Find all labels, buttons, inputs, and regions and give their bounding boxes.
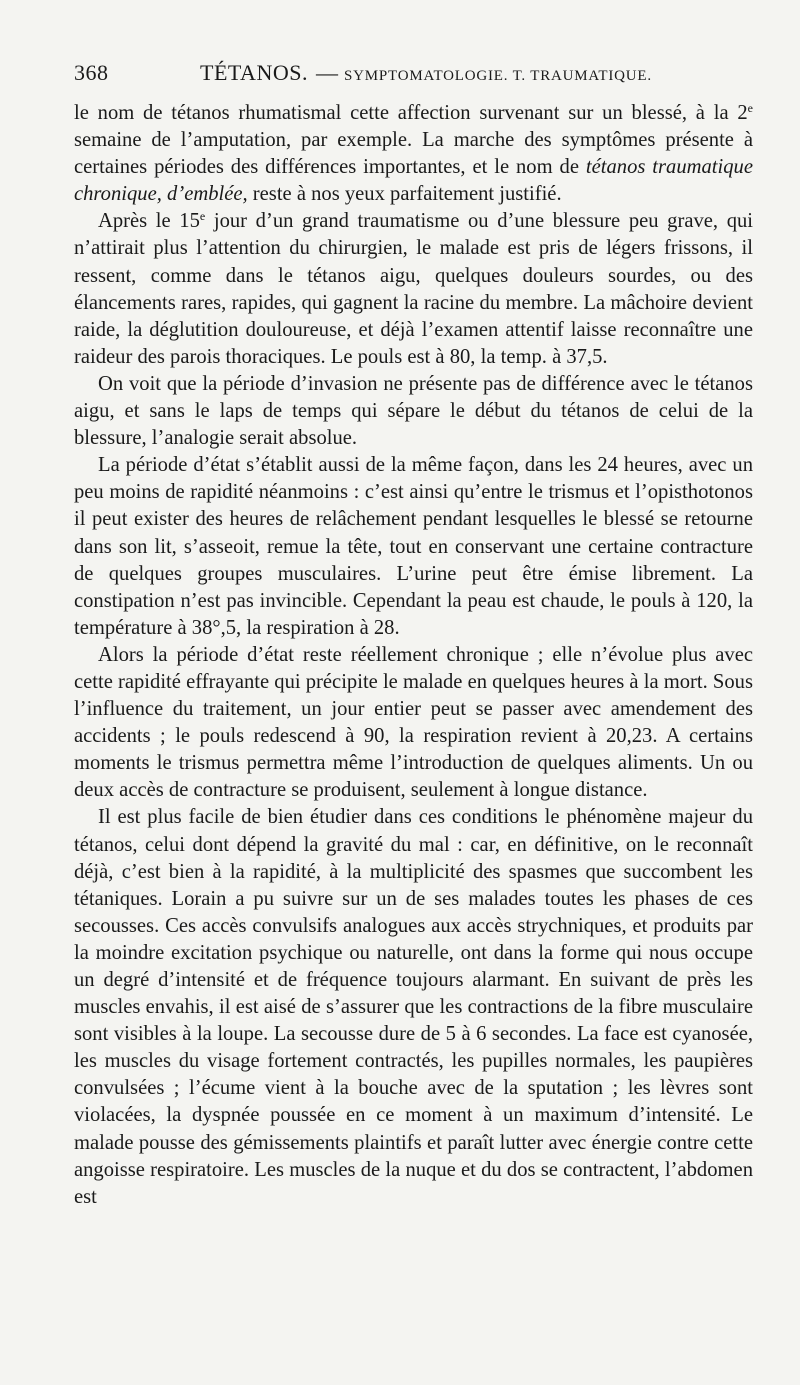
paragraph-4: La période d’état s’établit aussi de la même façon, dans les 24 heures, avec un peu moins de rapidité néanmoins : c’est ainsi qu’entre le trismus et l’opisthotonos il peut exister des heures de relâchement pendant lesquelles le blessé se retourne dans son lit, s’asseoit, remue la tête, tout en conservant une certaine contracture de quelques groupes musculaires. L’urine peut être émise librement. La constipation n’est pas invincible. Cependant la peau est chaude, le pouls à 120, la température à 38°,5, la respiration à 28. (74, 454, 753, 639)
paragraph-1-part-b: semaine de l’amputation, par exemple. La marche des symptômes présente à certaines périodes des différences importantes, et le nom de (74, 129, 753, 179)
paragraph-5: Alors la période d’état reste réellement chronique ; elle n’évolue plus avec cette rapidité effrayante qui précipite le malade en quelques heures à la mort. Sous l’influence du traitement, un jour entier peut se passer avec amendement des accidents ; le pouls redescend à 90, la respiration revient à 20,23. A certains moments le trismus permettra même l’introduction de quelques aliments. Un ou deux accès de contracture se produisent, seulement à longue distance. (74, 643, 753, 802)
paragraph-1-part-a: le nom de tétanos rhumatismal cette affection survenant sur un blessé, à la 2 (74, 102, 748, 124)
ordinal-superscript: e (199, 209, 206, 224)
paragraph-2-part-b: jour d’un grand traumatisme ou d’une blessure peu grave, qui n’attirait plus l’attention du chirurgien, le malade est pris de légers frissons, il ressent, comme dans le tétanos aigu, quelques douleurs sourdes, ou des élancements rares, rapides, qui gagnent la racine du membre. La mâchoire devient raide, la déglutition douloureuse, et déjà l’examen attentif laisse reconnaître une raideur des parois thoraciques. Le pouls est à 80, la temp. à 37,5. (74, 210, 754, 368)
italic-term: tétanos traumatique chronique, d’emblée, (74, 156, 753, 206)
paragraph-1 (74, 100, 753, 208)
page-number: 368 (74, 60, 109, 85)
running-head-title: TÉTANOS. (200, 60, 308, 85)
paragraph-6: Il est plus facile de bien étudier dans ces conditions le phénomène majeur du tétanos, celui dont dépend la gravité du mal : car, en définitive, on le reconnaît déjà, c’est bien à la rapidité, à la multiplicité des spasmes que succombent les tétaniques. Lorain a pu suivre sur un de ses malades toutes les phases de ces secousses. Ces accès convulsifs analogues aux accès strychniques, et produits par la moindre excitation psychique ou naturelle, ont dans la forme qui nous occupe un degré d’intensité et de fréquence toujours alarmant. En suivant de près les muscles envahis, il est aisé de s’assurer que les contractions de la fibre musculaire sont visibles à la loupe. La secousse dure de 5 à 6 secondes. La face est cyanosée, les muscles du visage fortement contractés, les pupilles normales, les paupières convulsées ; l’écume vient à la bouche avec de la sputation ; les lèvres sont violacées, la dyspnée poussée en ce moment à un maximum d’intensité. Le malade pousse des gémissements plaintifs et paraît lutter avec énergie contre cette angoisse respiratoire. Les muscles de la nuque et du dos se contractent, l’abdomen est (74, 806, 753, 1208)
paragraph-1-part-c: reste à nos yeux parfaitement justifié. (247, 183, 562, 206)
running-head (200, 60, 652, 86)
running-head-separator: — (315, 60, 338, 85)
running-head-section: SYMPTOMATOLOGIE. T. TRAUMATIQUE. (343, 68, 652, 84)
paragraph-3: On voit que la période d’invasion ne présente pas de différence avec le tétanos aigu, et sans le laps de temps qui sépare le début du tétanos de celui de la blessure, l’analogie serait absolue. (74, 372, 753, 450)
page-header (74, 60, 754, 90)
ordinal-superscript: e (747, 101, 753, 115)
paragraph-2 (74, 208, 753, 371)
body-text (74, 100, 753, 1211)
paragraph-2-part-a: Après le 15 (98, 210, 200, 233)
